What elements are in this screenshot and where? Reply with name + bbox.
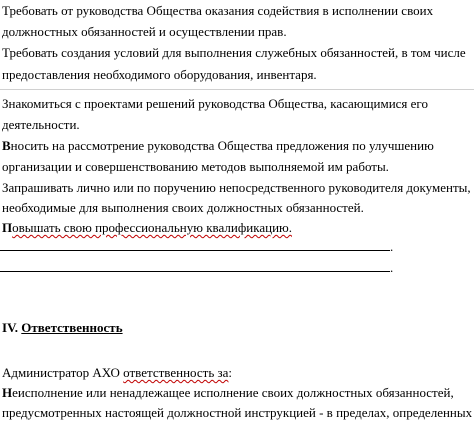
text-line-content: носить на рассмотрение руководства Общества предложения по улучшению: [10, 138, 434, 153]
section-number-initial: I: [2, 320, 8, 335]
section-heading: [2, 319, 123, 336]
text-line-content: еисполнение или ненадлежащее исполнение своих должностных обязанностей,: [12, 385, 454, 400]
section-title: Ответственность: [21, 320, 123, 335]
text-line: [2, 137, 434, 154]
text-line: [2, 44, 466, 61]
text-line: [2, 158, 389, 175]
text-line: [2, 384, 454, 401]
text-line: [2, 364, 232, 381]
text-line-content: предусмотренных настоящей должностной инструкцией - в пределах, определенных: [2, 405, 473, 420]
text-line-content: организации и совершенствованию методов выполняемой им работы.: [2, 159, 389, 174]
blank-fill-line: [0, 250, 390, 251]
text-line: [2, 219, 292, 236]
text-line-suffix: :: [228, 365, 233, 380]
text-line-content: необходимые для выполнения своих должностных обязанностей.: [2, 200, 364, 215]
text-line-content: Требовать создания условий для выполнения служебных обязанностей, в том числе: [2, 45, 466, 60]
text-line: [2, 116, 80, 133]
blank-line-end: .: [390, 260, 394, 275]
blank-line-end: .: [390, 239, 394, 254]
text-line-content: овышать свою профессиональную квалификацию.: [12, 220, 292, 235]
blank-fill-line: [0, 271, 390, 272]
text-line-content: предоставления необходимого оборудования, инвентаря.: [2, 67, 317, 82]
text-line-prefix: Администратор АХО: [2, 365, 124, 380]
text-line-underlined: ответственность за: [123, 365, 229, 380]
text-line-content: Знакомиться с проектами решений руководства Общества, касающимися его: [2, 96, 428, 111]
section-divider: [0, 89, 474, 90]
text-line-content: Запрашивать лично или по поручению непосредственного руководителя документы,: [2, 180, 471, 195]
text-line-content: деятельности.: [2, 117, 80, 132]
text-initial: В: [2, 138, 11, 153]
text-initial: П: [2, 220, 13, 235]
text-line-content: Требовать от руководства Общества оказания содействия в исполнении своих: [2, 3, 434, 18]
section-number: V.: [7, 320, 22, 335]
text-line: [2, 66, 317, 83]
text-line: [2, 2, 433, 19]
text-line: [2, 179, 471, 196]
text-line: [2, 404, 472, 421]
text-line: [2, 95, 428, 112]
text-line-content: должностных обязанностей и осуществлении прав.: [2, 24, 287, 39]
text-initial: Н: [2, 385, 13, 400]
text-line: [2, 23, 287, 40]
text-line: [2, 199, 364, 216]
